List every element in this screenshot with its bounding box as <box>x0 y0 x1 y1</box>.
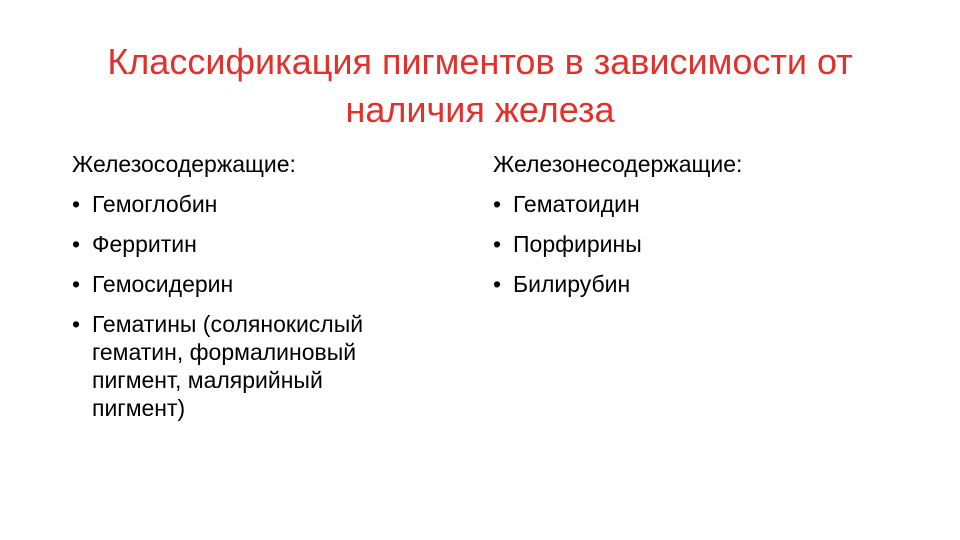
list-item <box>72 230 472 258</box>
list-item <box>493 190 893 218</box>
list-item-text: Порфирины <box>513 231 642 257</box>
iron-free-heading: Железонесодержащие: <box>493 151 743 177</box>
iron-free-list <box>493 190 893 298</box>
slide-title-line-2: наличия железа <box>345 89 615 130</box>
slide-title <box>60 38 900 134</box>
list-item-text: Ферритин <box>92 231 197 257</box>
bullet-icon: • <box>72 231 81 257</box>
bullet-icon: • <box>493 271 502 297</box>
iron-containing-list <box>72 190 472 422</box>
list-item <box>493 270 893 298</box>
bullet-icon: • <box>72 191 81 217</box>
list-item <box>72 270 472 298</box>
list-item-text: Билирубин <box>513 271 631 297</box>
bullet-icon: • <box>72 271 81 297</box>
iron-containing-column <box>72 150 472 434</box>
list-item <box>72 310 412 422</box>
list-item-text: Гематины (солянокислый гематин, формалиновый пигмент, малярийный пигмент) <box>92 311 364 421</box>
list-item <box>493 230 893 258</box>
slide-title-line-1: Классификация пигментов в зависимости от <box>107 41 853 82</box>
list-item <box>72 190 472 218</box>
bullet-icon: • <box>493 231 502 257</box>
list-item-text: Гемосидерин <box>92 271 234 297</box>
list-item-text: Гематоидин <box>513 191 640 217</box>
list-item-text: Гемоглобин <box>92 191 218 217</box>
iron-free-column <box>493 150 893 310</box>
iron-containing-heading: Железосодержащие: <box>72 151 296 177</box>
bullet-icon: • <box>493 191 502 217</box>
bullet-icon: • <box>72 311 81 337</box>
